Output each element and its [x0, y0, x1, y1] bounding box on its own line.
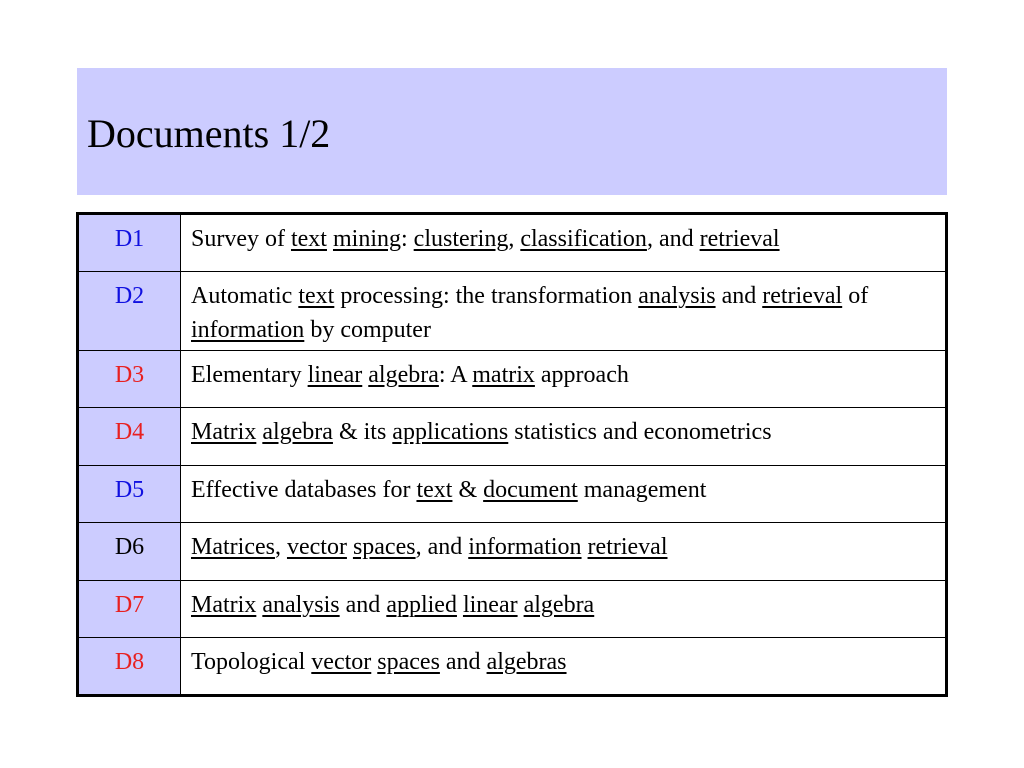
document-id: D4 — [78, 408, 181, 466]
keyword-term: Matrix — [191, 591, 257, 618]
document-title — [181, 465, 947, 523]
title-text-segment: Topological — [191, 649, 312, 675]
keyword-term: document — [483, 476, 578, 503]
keyword-term: vector — [311, 649, 372, 675]
documents-table — [76, 212, 948, 697]
keyword-term: classification — [520, 226, 647, 252]
slide-title: Documents 1/2 — [87, 111, 331, 156]
title-text-segment: & — [452, 476, 484, 503]
keyword-term: retrieval — [762, 282, 843, 309]
keyword-term: information — [468, 534, 582, 560]
title-text-segment: : A — [438, 361, 473, 388]
documents-table-body — [78, 214, 947, 696]
title-text-segment: approach — [534, 361, 629, 388]
title-text-segment: , and — [646, 226, 700, 252]
document-row — [78, 271, 947, 350]
document-title — [181, 580, 947, 638]
title-text-segment: & its — [332, 419, 393, 445]
keyword-term: retrieval — [699, 226, 780, 252]
keyword-term: algebras — [486, 649, 567, 675]
keyword-term: spaces — [352, 534, 416, 560]
document-title — [181, 638, 947, 696]
document-row — [78, 638, 947, 696]
title-text-segment: management — [577, 476, 707, 503]
title-banner — [77, 68, 947, 195]
document-row — [78, 408, 947, 466]
document-title — [181, 271, 947, 350]
title-text-segment: Elementary — [191, 361, 308, 388]
title-text-segment: and — [439, 649, 487, 675]
keyword-term: vector — [286, 534, 347, 560]
title-text-segment: Effective databases for — [191, 476, 417, 503]
title-text-segment: statistics and econometrics — [508, 419, 772, 445]
keyword-term: algebra — [368, 361, 439, 388]
document-id: D7 — [78, 580, 181, 638]
keyword-term: Matrix — [191, 419, 257, 445]
keyword-term: text — [290, 226, 327, 252]
keyword-term: analysis — [638, 282, 716, 309]
keyword-term: algebra — [262, 419, 333, 445]
keyword-term: algebra — [523, 591, 595, 618]
title-text-segment: , — [274, 534, 287, 560]
title-text-segment: , — [508, 226, 521, 252]
title-text-segment: by computer — [304, 316, 431, 343]
keyword-term: information — [191, 316, 305, 343]
title-text-segment: and — [715, 282, 763, 309]
document-id: D5 — [78, 465, 181, 523]
title-text-segment: Survey of — [191, 226, 291, 252]
keyword-term: mining — [332, 226, 401, 252]
document-id: D3 — [78, 350, 181, 408]
document-id: D1 — [78, 214, 181, 272]
keyword-term: matrix — [472, 361, 535, 388]
keyword-term: clustering — [413, 226, 509, 252]
keyword-term: text — [298, 282, 335, 309]
keyword-term: linear — [462, 591, 518, 618]
document-title — [181, 408, 947, 466]
keyword-term: linear — [307, 361, 363, 388]
document-row — [78, 580, 947, 638]
keyword-term: spaces — [377, 649, 440, 675]
document-id: D8 — [78, 638, 181, 696]
document-title — [181, 214, 947, 272]
title-text-segment: and — [339, 591, 387, 618]
keyword-term: retrieval — [587, 534, 668, 560]
title-text-segment: : — [401, 226, 414, 252]
title-text-segment: , and — [415, 534, 469, 560]
document-title — [181, 523, 947, 581]
document-row — [78, 350, 947, 408]
document-row — [78, 214, 947, 272]
document-id: D2 — [78, 271, 181, 350]
document-row — [78, 523, 947, 581]
title-text-segment: Automatic — [191, 282, 299, 309]
keyword-term: Matrices — [191, 534, 275, 560]
keyword-term: applied — [386, 591, 457, 618]
document-id: D6 — [78, 523, 181, 581]
keyword-term: text — [416, 476, 453, 503]
keyword-term: applications — [392, 419, 509, 445]
title-text-segment: processing: the transformation — [334, 282, 639, 309]
keyword-term: analysis — [262, 591, 340, 618]
document-title — [181, 350, 947, 408]
title-text-segment: of — [842, 282, 869, 309]
document-row — [78, 465, 947, 523]
